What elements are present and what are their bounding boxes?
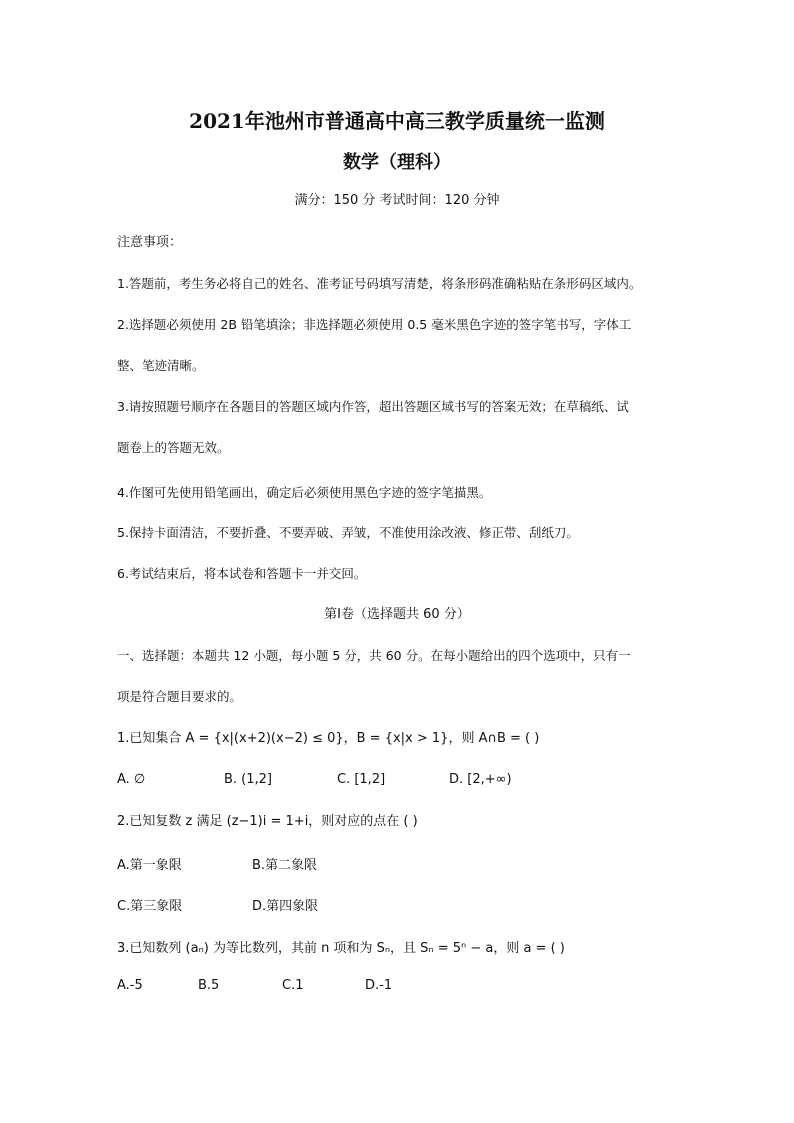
note-item: 题卷上的答题无效。 [117, 440, 230, 455]
question-2-stem: 2.已知复数 z 满足 (z−1)i = 1+i，则对应的点在 ( ) [117, 814, 418, 829]
question-1-option-c: C. [1,2] [337, 772, 386, 787]
score-time-line: 满分：150 分 考试时间：120 分钟 [294, 193, 500, 208]
question-1-stem: 1.已知集合 A = {x|(x+2)(x−2) ≤ 0}，B = {x|x > 1}，则 A∩B = ( ) [117, 731, 540, 746]
question-2-option-c: C.第三象限 [117, 899, 183, 914]
note-item: 2.选择题必须使用 2B 铅笔填涂；非选择题必须使用 0.5 毫米黑色字迹的签字笔书写，字体工 [117, 317, 632, 332]
question-2-option-a: A.第一象限 [117, 858, 182, 873]
note-item: 4.作图可先使用铅笔画出，确定后必须使用黑色字迹的签字笔描黑。 [117, 485, 492, 500]
question-3-option-a: A.-5 [117, 978, 143, 993]
question-1-option-d: D. [2,+∞) [449, 772, 512, 787]
section-intro: 一、选择题：本题共 12 小题，每小题 5 分，共 60 分。在每小题给出的四个选项中，只有一 [117, 648, 631, 663]
note-item: 1.答题前，考生务必将自己的姓名、准考证号码填写清楚，将条形码准确粘贴在条形码区域内。 [117, 276, 642, 291]
question-3-option-c: C.1 [282, 978, 304, 993]
question-2-option-b: B.第二象限 [252, 858, 318, 873]
note-item: 6.考试结束后，将本试卷和答题卡一并交回。 [117, 566, 367, 581]
note-item: 整、笔迹清晰。 [117, 358, 205, 373]
question-2-option-d: D.第四象限 [252, 899, 319, 914]
question-3-option-b: B.5 [198, 978, 220, 993]
question-3-option-d: D.-1 [365, 978, 393, 993]
section-intro: 项是符合题目要求的。 [117, 689, 243, 704]
notes-heading: 注意事项： [117, 235, 183, 250]
page-subtitle: 数学（理科） [343, 152, 451, 173]
question-1-option-b: B. (1,2] [224, 772, 273, 787]
note-item: 3.请按照题号顺序在各题目的答题区域内作答，超出答题区域书写的答案无效；在草稿纸、试 [117, 399, 629, 414]
note-item: 5.保持卡面清洁，不要折叠、不要弄破、弄皱，不准使用涂改液、修正带、刮纸刀。 [117, 525, 579, 540]
section-title: 第Ⅰ卷（选择题共 60 分） [324, 607, 470, 622]
page-title: 2021年池州市普通高中高三教学质量统一监测 [189, 109, 605, 133]
question-3-stem: 3.已知数列 (aₙ) 为等比数列，其前 n 项和为 Sₙ，且 Sₙ = 5ⁿ − a，则 a = ( ) [117, 941, 565, 956]
question-1-option-a: A. ∅ [117, 772, 146, 787]
